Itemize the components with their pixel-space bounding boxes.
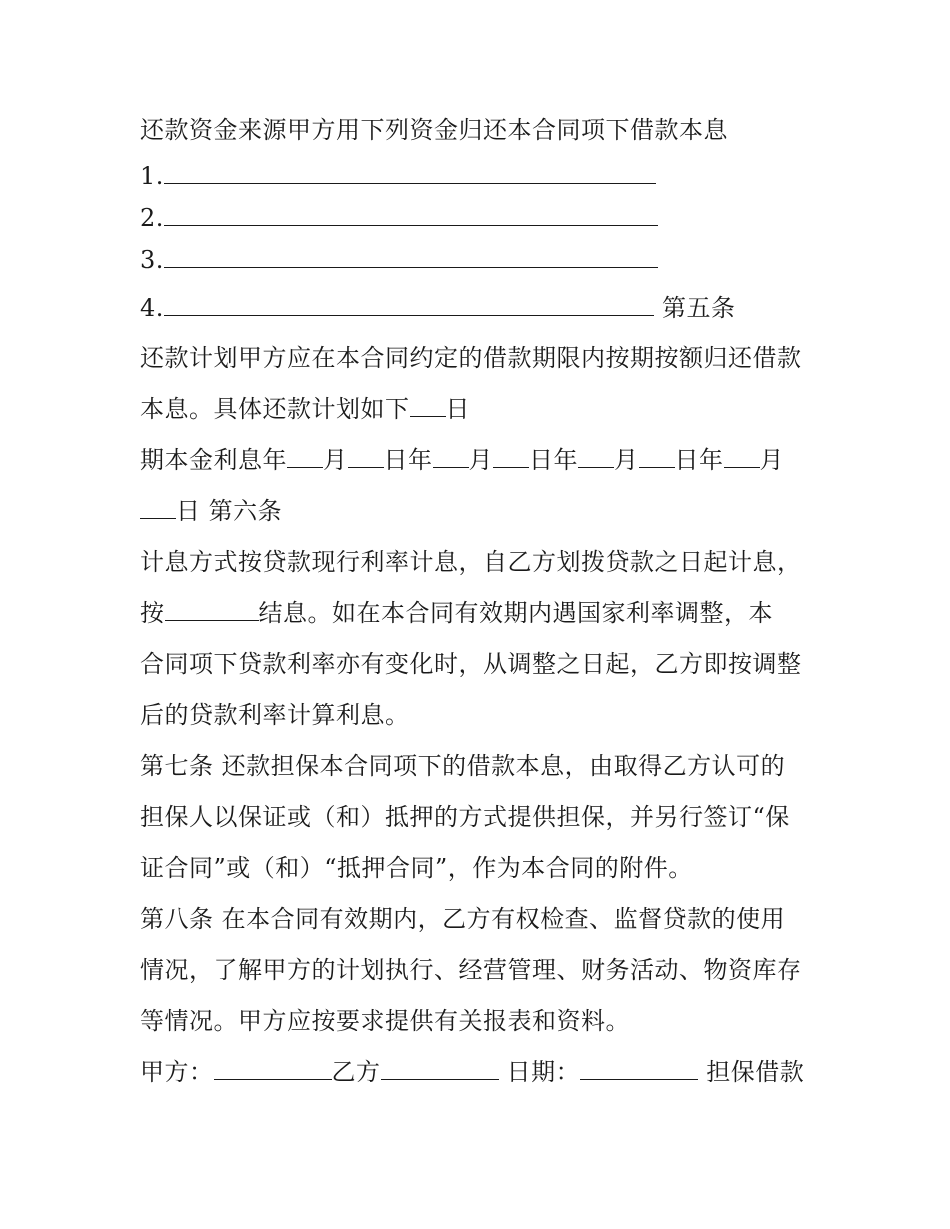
- article-5-title: 第五条: [662, 294, 736, 322]
- fill-blank[interactable]: [164, 161, 656, 184]
- fill-blank[interactable]: [578, 445, 614, 468]
- text-line: 情况，了解甲方的计划执行、经营管理、财务活动、物资库存: [140, 956, 802, 984]
- blank-item-4: 4. 第五条: [140, 294, 736, 322]
- fill-blank[interactable]: [140, 496, 176, 519]
- text-line: 按 结息。如在本合同有效期内遇国家利率调整，本: [140, 599, 773, 627]
- text-line: 证合同”或（和）“抵押合同”，作为本合同的附件。: [140, 854, 693, 882]
- fill-blank[interactable]: [164, 203, 658, 226]
- text-line: 合同项下贷款利率亦有变化时，从调整之日起，乙方即按调整: [140, 650, 802, 678]
- fill-blank[interactable]: [724, 445, 760, 468]
- party-a-signature-blank[interactable]: [214, 1057, 332, 1080]
- text-line: 等情况。甲方应按要求提供有关报表和资料。: [140, 1007, 630, 1035]
- date-blank[interactable]: [580, 1057, 698, 1080]
- fill-blank[interactable]: [165, 598, 259, 621]
- fill-blank[interactable]: [164, 293, 654, 316]
- fill-blank[interactable]: [493, 445, 529, 468]
- party-b-signature-blank[interactable]: [381, 1057, 499, 1080]
- text-line: 后的贷款利率计算利息。: [140, 701, 410, 729]
- blank-item-3: 3.: [140, 244, 658, 276]
- blank-item-1: 1.: [140, 160, 656, 192]
- repayment-schedule-line: 期本金利息年 月 日年 月 日年 月 日年 月: [140, 446, 784, 474]
- signature-line: 甲方： 乙方 日期： 担保借款: [140, 1058, 805, 1086]
- fill-blank[interactable]: [348, 445, 384, 468]
- fill-blank[interactable]: [164, 245, 658, 268]
- text-line-repayment-source: 还款资金来源甲方用下列资金归还本合同项下借款本息: [140, 116, 728, 144]
- text-line: 还款计划甲方应在本合同约定的借款期限内按期按额归还借款: [140, 344, 802, 372]
- text-line: 本息。具体还款计划如下 日: [140, 395, 470, 423]
- blank-item-2: 2.: [140, 202, 658, 234]
- text-line: 计息方式按贷款现行利率计息，自乙方划拨贷款之日起计息，: [140, 548, 802, 576]
- fill-blank[interactable]: [639, 445, 675, 468]
- article-7-line: 第七条 还款担保本合同项下的借款本息，由取得乙方认可的: [140, 752, 786, 780]
- text-line: 担保人以保证或（和）抵押的方式提供担保，并另行签订“保: [140, 803, 790, 831]
- article-8-line: 第八条 在本合同有效期内，乙方有权检查、监督贷款的使用: [140, 905, 786, 933]
- article-6-title: 第六条: [208, 497, 283, 525]
- repayment-schedule-line-cont: 日 第六条: [140, 495, 282, 527]
- fill-blank[interactable]: [433, 445, 469, 468]
- fill-blank[interactable]: [410, 394, 446, 417]
- fill-blank[interactable]: [287, 445, 323, 468]
